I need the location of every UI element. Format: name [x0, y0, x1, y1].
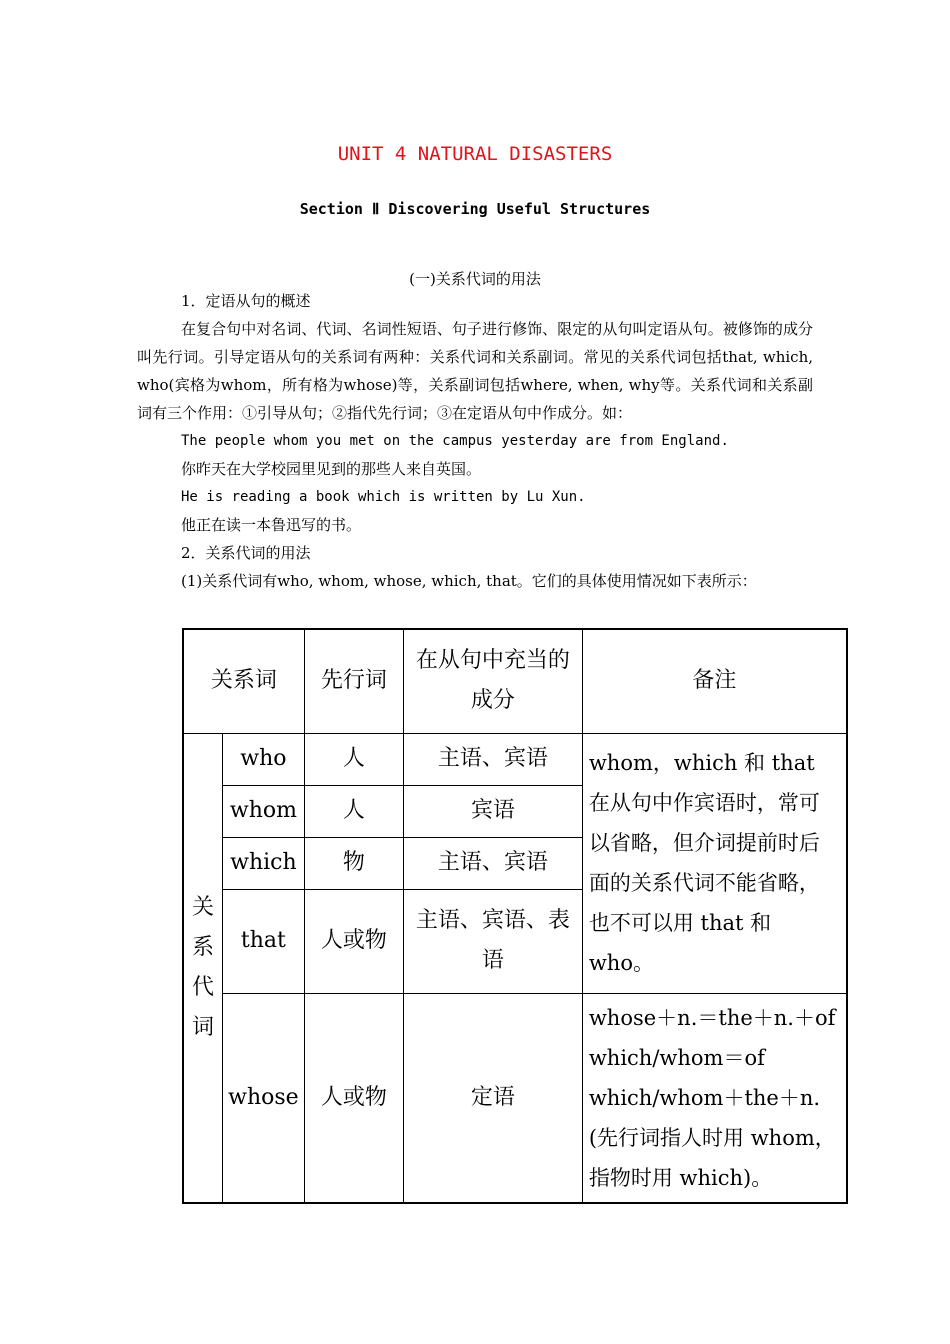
relative-pronoun-table — [182, 628, 848, 1204]
antecedent-cell: 人或物 — [304, 993, 403, 1203]
unit-title: UNIT 4 NATURAL DISASTERS — [337, 143, 613, 165]
word-cell: who — [223, 733, 305, 785]
item1-heading: 1．定语从句的概述 — [181, 292, 311, 310]
role-cell: 主语、宾语 — [403, 733, 582, 785]
role-cell: 主语、宾语 — [403, 837, 582, 889]
role-cell: 定语 — [403, 993, 582, 1203]
sub-heading: (一)关系代词的用法 — [409, 270, 541, 288]
antecedent-cell: 物 — [304, 837, 403, 889]
word-cell: which — [223, 837, 305, 889]
item1-paragraph: 在复合句中对名词、代词、名词性短语、句子进行修饰、限定的从句叫定语从句。被修饰的成分叫先行词。引导定语从句的关系词有两种：关系代词和关系副词。常见的关系代词包括that, which, who(宾格为whom，所有格为whose)等，关系副词包括where, when, why等。关系代词和关系副词有三个作用：①引导从句；②指代先行词；③在定语从句中作成分。如： — [137, 320, 813, 422]
antecedent-cell: 人 — [304, 785, 403, 837]
table-row — [183, 733, 847, 785]
body-text — [137, 287, 813, 595]
example-en: He is reading a book which is written by Lu Xun. — [181, 489, 586, 505]
header-cell: 关系词 — [183, 629, 304, 733]
example-zh: 他正在读一本鲁迅写的书。 — [181, 516, 362, 534]
note-cell: whom，which 和 that 在从句中作宾语时，常可以省略，但介词提前时后面的关系代词不能省略，也不可以用 that 和 who。 — [582, 733, 847, 993]
role-cell: 宾语 — [403, 785, 582, 837]
item2-line: (1)关系代词有who, whom, whose, which, that。它们的具体使用情况如下表所示： — [181, 572, 757, 590]
table-header-row — [183, 629, 847, 733]
example-en: The people whom you met on the campus yesterday are from England. — [181, 433, 729, 449]
section-title: Section Ⅱ Discovering Useful Structures — [299, 200, 651, 218]
header-cell: 备注 — [582, 629, 847, 733]
word-cell: that — [223, 889, 305, 993]
group-label: 关系代词 — [183, 733, 223, 1203]
antecedent-cell: 人 — [304, 733, 403, 785]
example-zh: 你昨天在大学校园里见到的那些人来自英国。 — [181, 460, 482, 478]
header-cell: 先行词 — [304, 629, 403, 733]
word-cell: whose — [223, 993, 305, 1203]
header-cell: 在从句中充当的成分 — [403, 629, 582, 733]
note-cell: whose＋n.＝the＋n.＋of which/whom＝of which/whom＋the＋n.(先行词指人时用 whom，指物时用 which)。 — [582, 993, 847, 1203]
antecedent-cell: 人或物 — [304, 889, 403, 993]
table-row — [183, 993, 847, 1203]
role-cell: 主语、宾语、表语 — [403, 889, 582, 993]
word-cell: whom — [223, 785, 305, 837]
item2-heading: 2．关系代词的用法 — [181, 544, 311, 562]
